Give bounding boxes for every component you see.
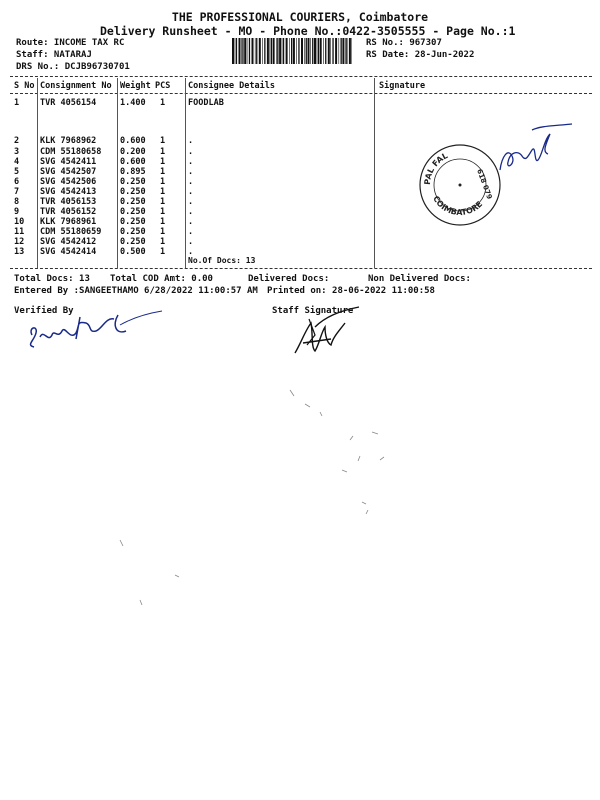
verified-by-label: Verified By xyxy=(14,306,74,316)
row-pcs: 1 xyxy=(160,247,166,257)
row-consignment: TVR 4056153 xyxy=(40,197,97,207)
divider xyxy=(10,268,592,269)
rs-number: RS No.: 967307 xyxy=(366,38,442,48)
row-pcs: 1 xyxy=(160,217,166,227)
row-consignment: SVG 4542412 xyxy=(40,237,97,247)
row-weight: 0.250 xyxy=(120,197,146,207)
row-consignment: SVG 4542413 xyxy=(40,187,97,197)
row-sno: 9 xyxy=(14,207,20,217)
staff: Staff: NATARAJ xyxy=(16,50,92,60)
row-details: FOODLAB xyxy=(188,98,224,108)
row-details: . xyxy=(188,157,194,167)
row-sno: 5 xyxy=(14,167,20,177)
row-consignment: CDM 55180658 xyxy=(40,147,102,157)
row-details: . xyxy=(188,217,194,227)
runsheet-subtitle: Delivery Runsheet - MO - Phone No.:0422-3505555 - Page No.:1 xyxy=(100,24,516,38)
total-docs: Total Docs: 13 xyxy=(14,274,90,284)
row-weight: 0.250 xyxy=(120,177,146,187)
row-details: . xyxy=(188,177,194,187)
row-details: . xyxy=(188,197,194,207)
row-details: . xyxy=(188,207,194,217)
table-header xyxy=(0,81,600,92)
row-consignment: SVG 4542507 xyxy=(40,167,97,177)
row-weight: 0.250 xyxy=(120,217,146,227)
row-consignment: CDM 55180659 xyxy=(40,227,102,237)
staff-signature-label: Staff Signature xyxy=(272,306,354,316)
route: Route: INCOME TAX RC xyxy=(16,38,125,48)
svg-text:PAL FAL: PAL FAL xyxy=(422,151,450,186)
row-sno: 10 xyxy=(14,217,25,227)
no-of-docs: No.Of Docs: 13 xyxy=(188,256,256,265)
row-pcs: 1 xyxy=(160,177,166,187)
row-sno: 6 xyxy=(14,177,20,187)
barcode xyxy=(232,38,352,64)
printed-on: Printed on: 28-06-2022 11:00:58 xyxy=(267,286,435,296)
row-pcs: 1 xyxy=(160,187,166,197)
row-sno: 1 xyxy=(14,98,20,108)
row-details: . xyxy=(188,167,194,177)
row-consignment: SVG 4542506 xyxy=(40,177,97,187)
row-sno: 12 xyxy=(14,237,25,247)
verified-signature xyxy=(20,305,170,355)
table-row xyxy=(0,247,600,258)
row-weight: 0.500 xyxy=(120,247,146,257)
row-pcs: 1 xyxy=(160,197,166,207)
scan-specks xyxy=(0,360,600,620)
col-consignee: Consignee Details xyxy=(188,81,275,91)
row-pcs: 1 xyxy=(160,227,166,237)
row-pcs: 1 xyxy=(160,136,166,146)
row-weight: 0.600 xyxy=(120,136,146,146)
row-details: . xyxy=(188,227,194,237)
drs-number: DRS No.: DCJB96730701 xyxy=(16,62,130,72)
row-consignment: SVG 4542411 xyxy=(40,157,97,167)
delivered-docs: Delivered Docs: xyxy=(248,274,330,284)
row-details: . xyxy=(188,147,194,157)
row-sno: 8 xyxy=(14,197,20,207)
row-pcs: 1 xyxy=(160,157,166,167)
row-weight: 0.600 xyxy=(120,157,146,167)
col-pcs: PCS xyxy=(155,81,171,91)
row-consignment: KLK 7968962 xyxy=(40,136,97,146)
row-details: . xyxy=(188,247,194,257)
row-pcs: 1 xyxy=(160,147,166,157)
row-consignment: KLK 7968961 xyxy=(40,217,97,227)
total-cod: Total COD Amt: 0.00 xyxy=(110,274,213,284)
col-sno: S No xyxy=(14,81,35,91)
row-sno: 2 xyxy=(14,136,20,146)
row-details: . xyxy=(188,136,194,146)
row-weight: 0.250 xyxy=(120,227,146,237)
row-pcs: 1 xyxy=(160,207,166,217)
divider xyxy=(10,93,592,94)
svg-text:618 079: 618 079 xyxy=(475,167,494,201)
row-sno: 4 xyxy=(14,157,20,167)
company-title: THE PROFESSIONAL COURIERS, Coimbatore xyxy=(171,10,429,24)
svg-text:COIMBATORE: COIMBATORE xyxy=(431,194,485,217)
row-consignment: TVR 4056152 xyxy=(40,207,97,217)
row-sno: 13 xyxy=(14,247,25,257)
row-weight: 1.400 xyxy=(120,98,146,108)
staff-signature xyxy=(285,305,365,360)
divider xyxy=(10,76,592,77)
entered-by: Entered By :SANGEETHAMO 6/28/2022 11:00:57 AM xyxy=(14,286,258,296)
col-consignment: Consignment No xyxy=(40,81,112,91)
row-sno: 3 xyxy=(14,147,20,157)
row-consignment: TVR 4056154 xyxy=(40,98,97,108)
row-weight: 0.250 xyxy=(120,237,146,247)
row-sno: 11 xyxy=(14,227,25,237)
row-pcs: 1 xyxy=(160,98,166,108)
row-sno: 7 xyxy=(14,187,20,197)
row-weight: 0.895 xyxy=(120,167,146,177)
col-signature: Signature xyxy=(379,81,426,91)
row-details: . xyxy=(188,237,194,247)
row-weight: 0.250 xyxy=(120,187,146,197)
table-row xyxy=(0,98,600,109)
row-consignment: SVG 4542414 xyxy=(40,247,97,257)
row-pcs: 1 xyxy=(160,167,166,177)
col-weight: Weight xyxy=(120,81,151,91)
row-pcs: 1 xyxy=(160,237,166,247)
row-details: . xyxy=(188,187,194,197)
rs-date: RS Date: 28-Jun-2022 xyxy=(366,50,475,60)
row-weight: 0.200 xyxy=(120,147,146,157)
delivery-signature xyxy=(492,122,582,182)
non-delivered-docs: Non Delivered Docs: xyxy=(368,274,471,284)
row-weight: 0.250 xyxy=(120,207,146,217)
